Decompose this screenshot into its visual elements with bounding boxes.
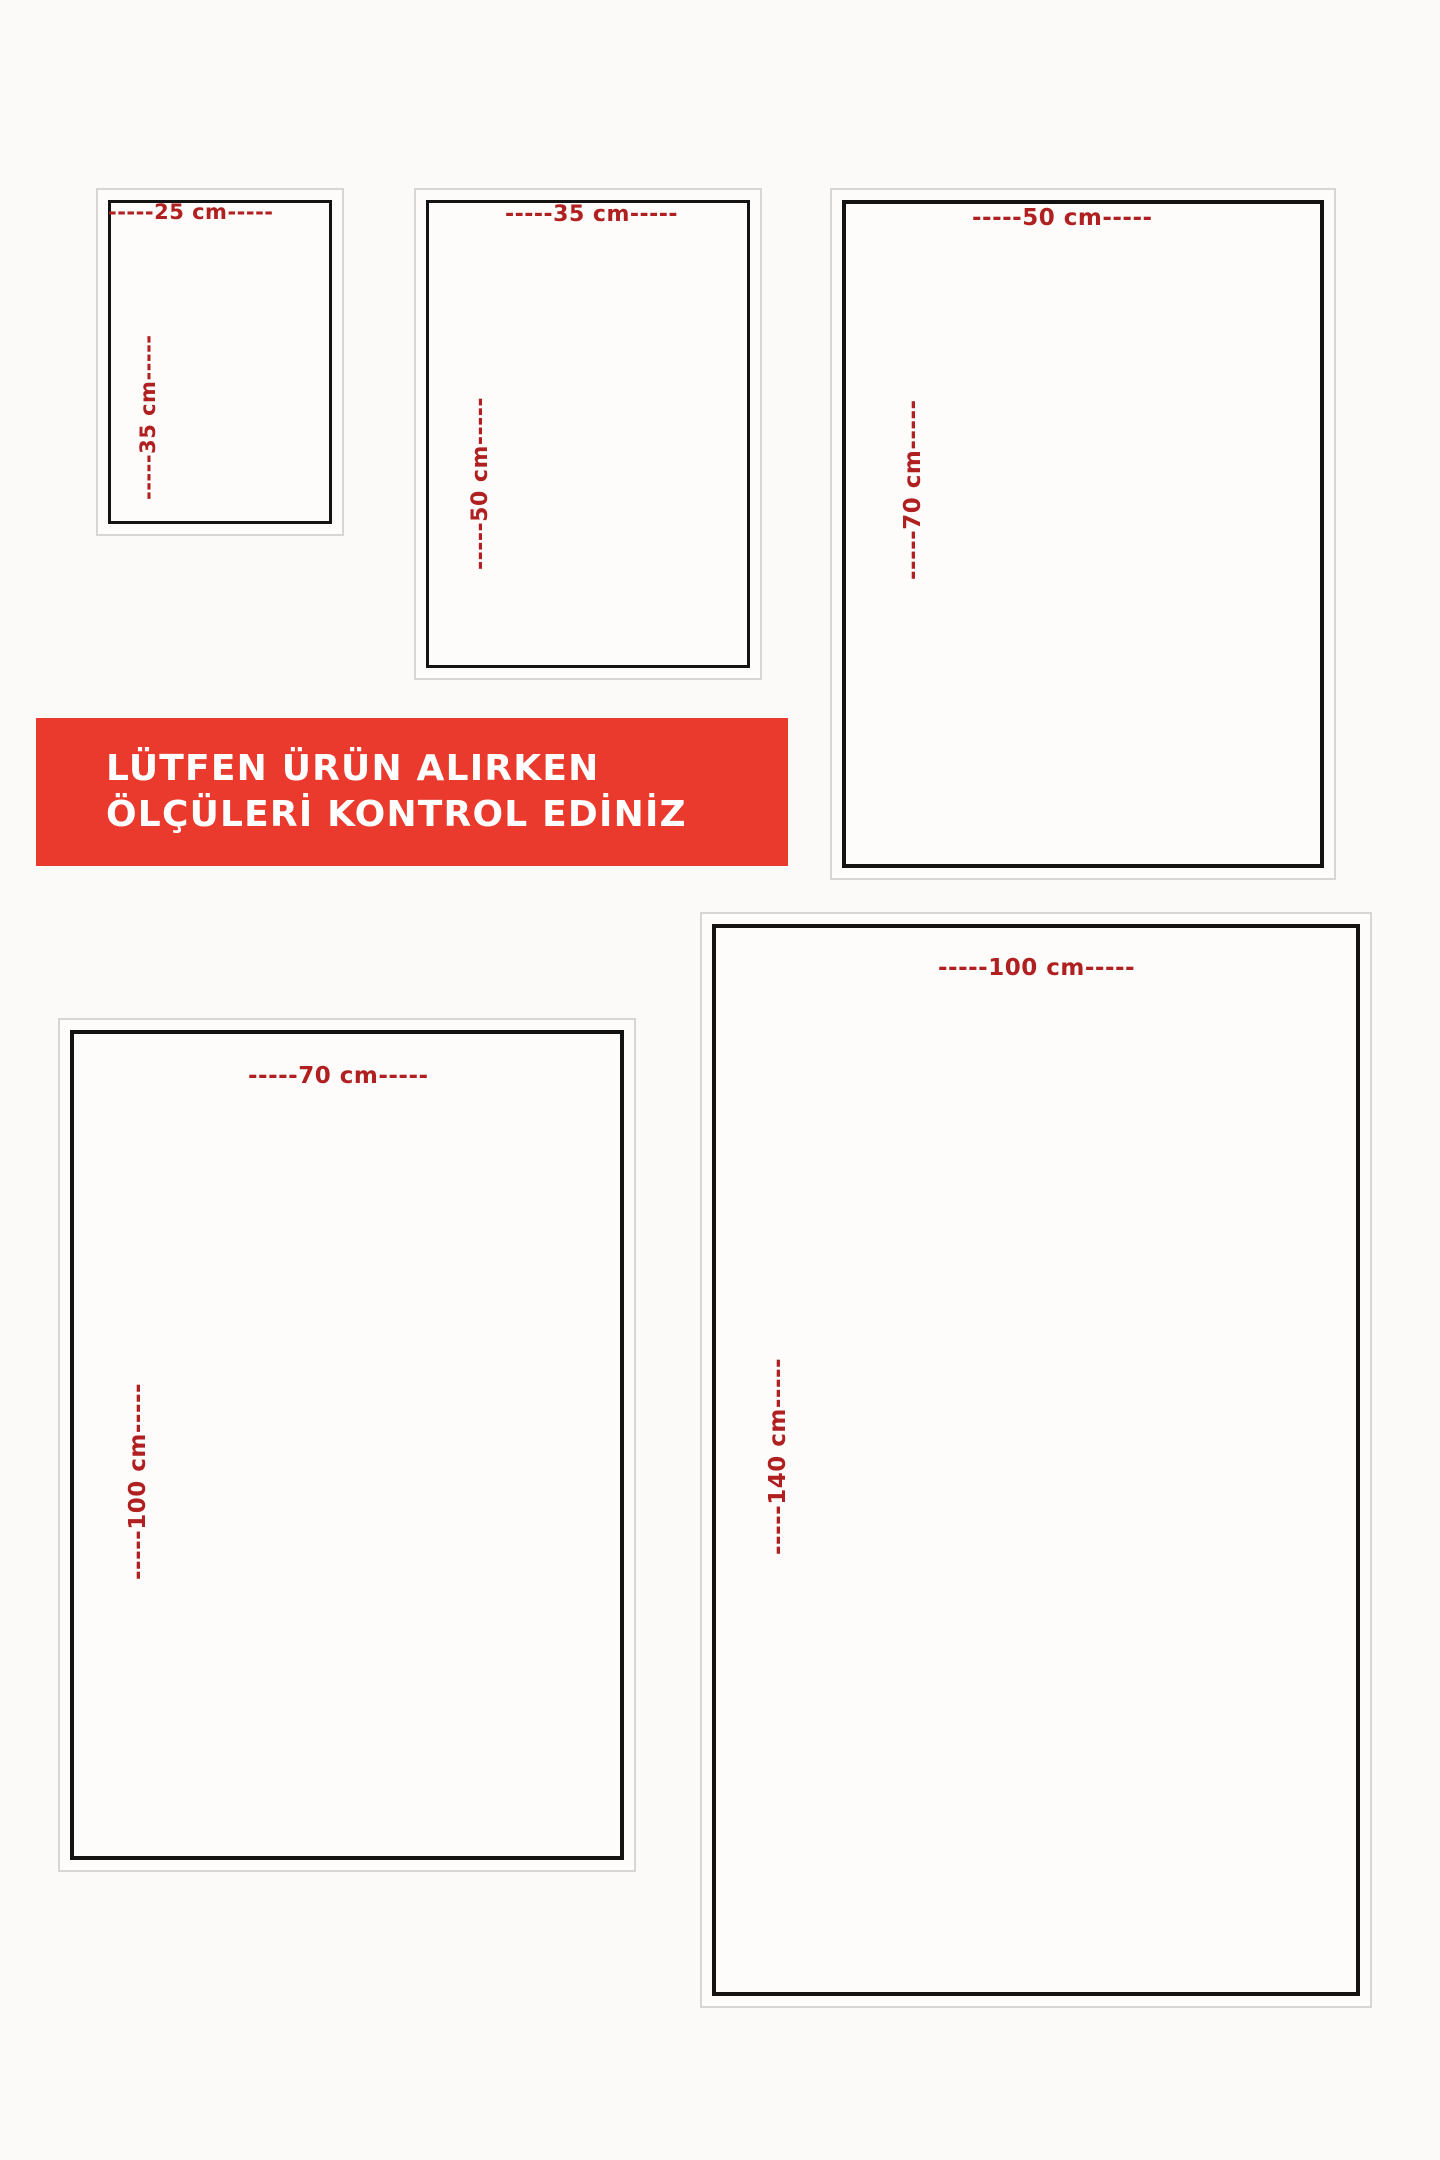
dim-height-100cm: -----100 cm-----	[125, 1382, 151, 1580]
size-frame-35x50	[414, 188, 762, 680]
frame-inner-border	[712, 924, 1360, 1996]
warning-banner	[36, 718, 788, 866]
frame-inner-border	[70, 1030, 624, 1860]
dim-width-25cm: -----25 cm-----	[108, 200, 274, 224]
dim-height-50cm: -----50 cm-----	[468, 396, 493, 570]
size-frame-25x35	[96, 188, 344, 536]
dim-width-50cm: -----50 cm-----	[972, 205, 1153, 231]
dim-width-70cm: -----70 cm-----	[248, 1063, 429, 1089]
size-frame-100x140	[700, 912, 1372, 2008]
dim-width-100cm: -----100 cm-----	[938, 955, 1136, 981]
warning-line-2: ÖLÇÜLERİ KONTROL EDİNİZ	[106, 794, 687, 835]
dim-height-70cm: -----70 cm-----	[900, 399, 926, 580]
dim-height-140cm: -----140 cm-----	[765, 1357, 791, 1555]
warning-line-1: LÜTFEN ÜRÜN ALIRKEN	[106, 747, 600, 789]
dim-height-35cm: -----35 cm-----	[136, 334, 160, 500]
dim-width-35cm: -----35 cm-----	[505, 202, 679, 227]
